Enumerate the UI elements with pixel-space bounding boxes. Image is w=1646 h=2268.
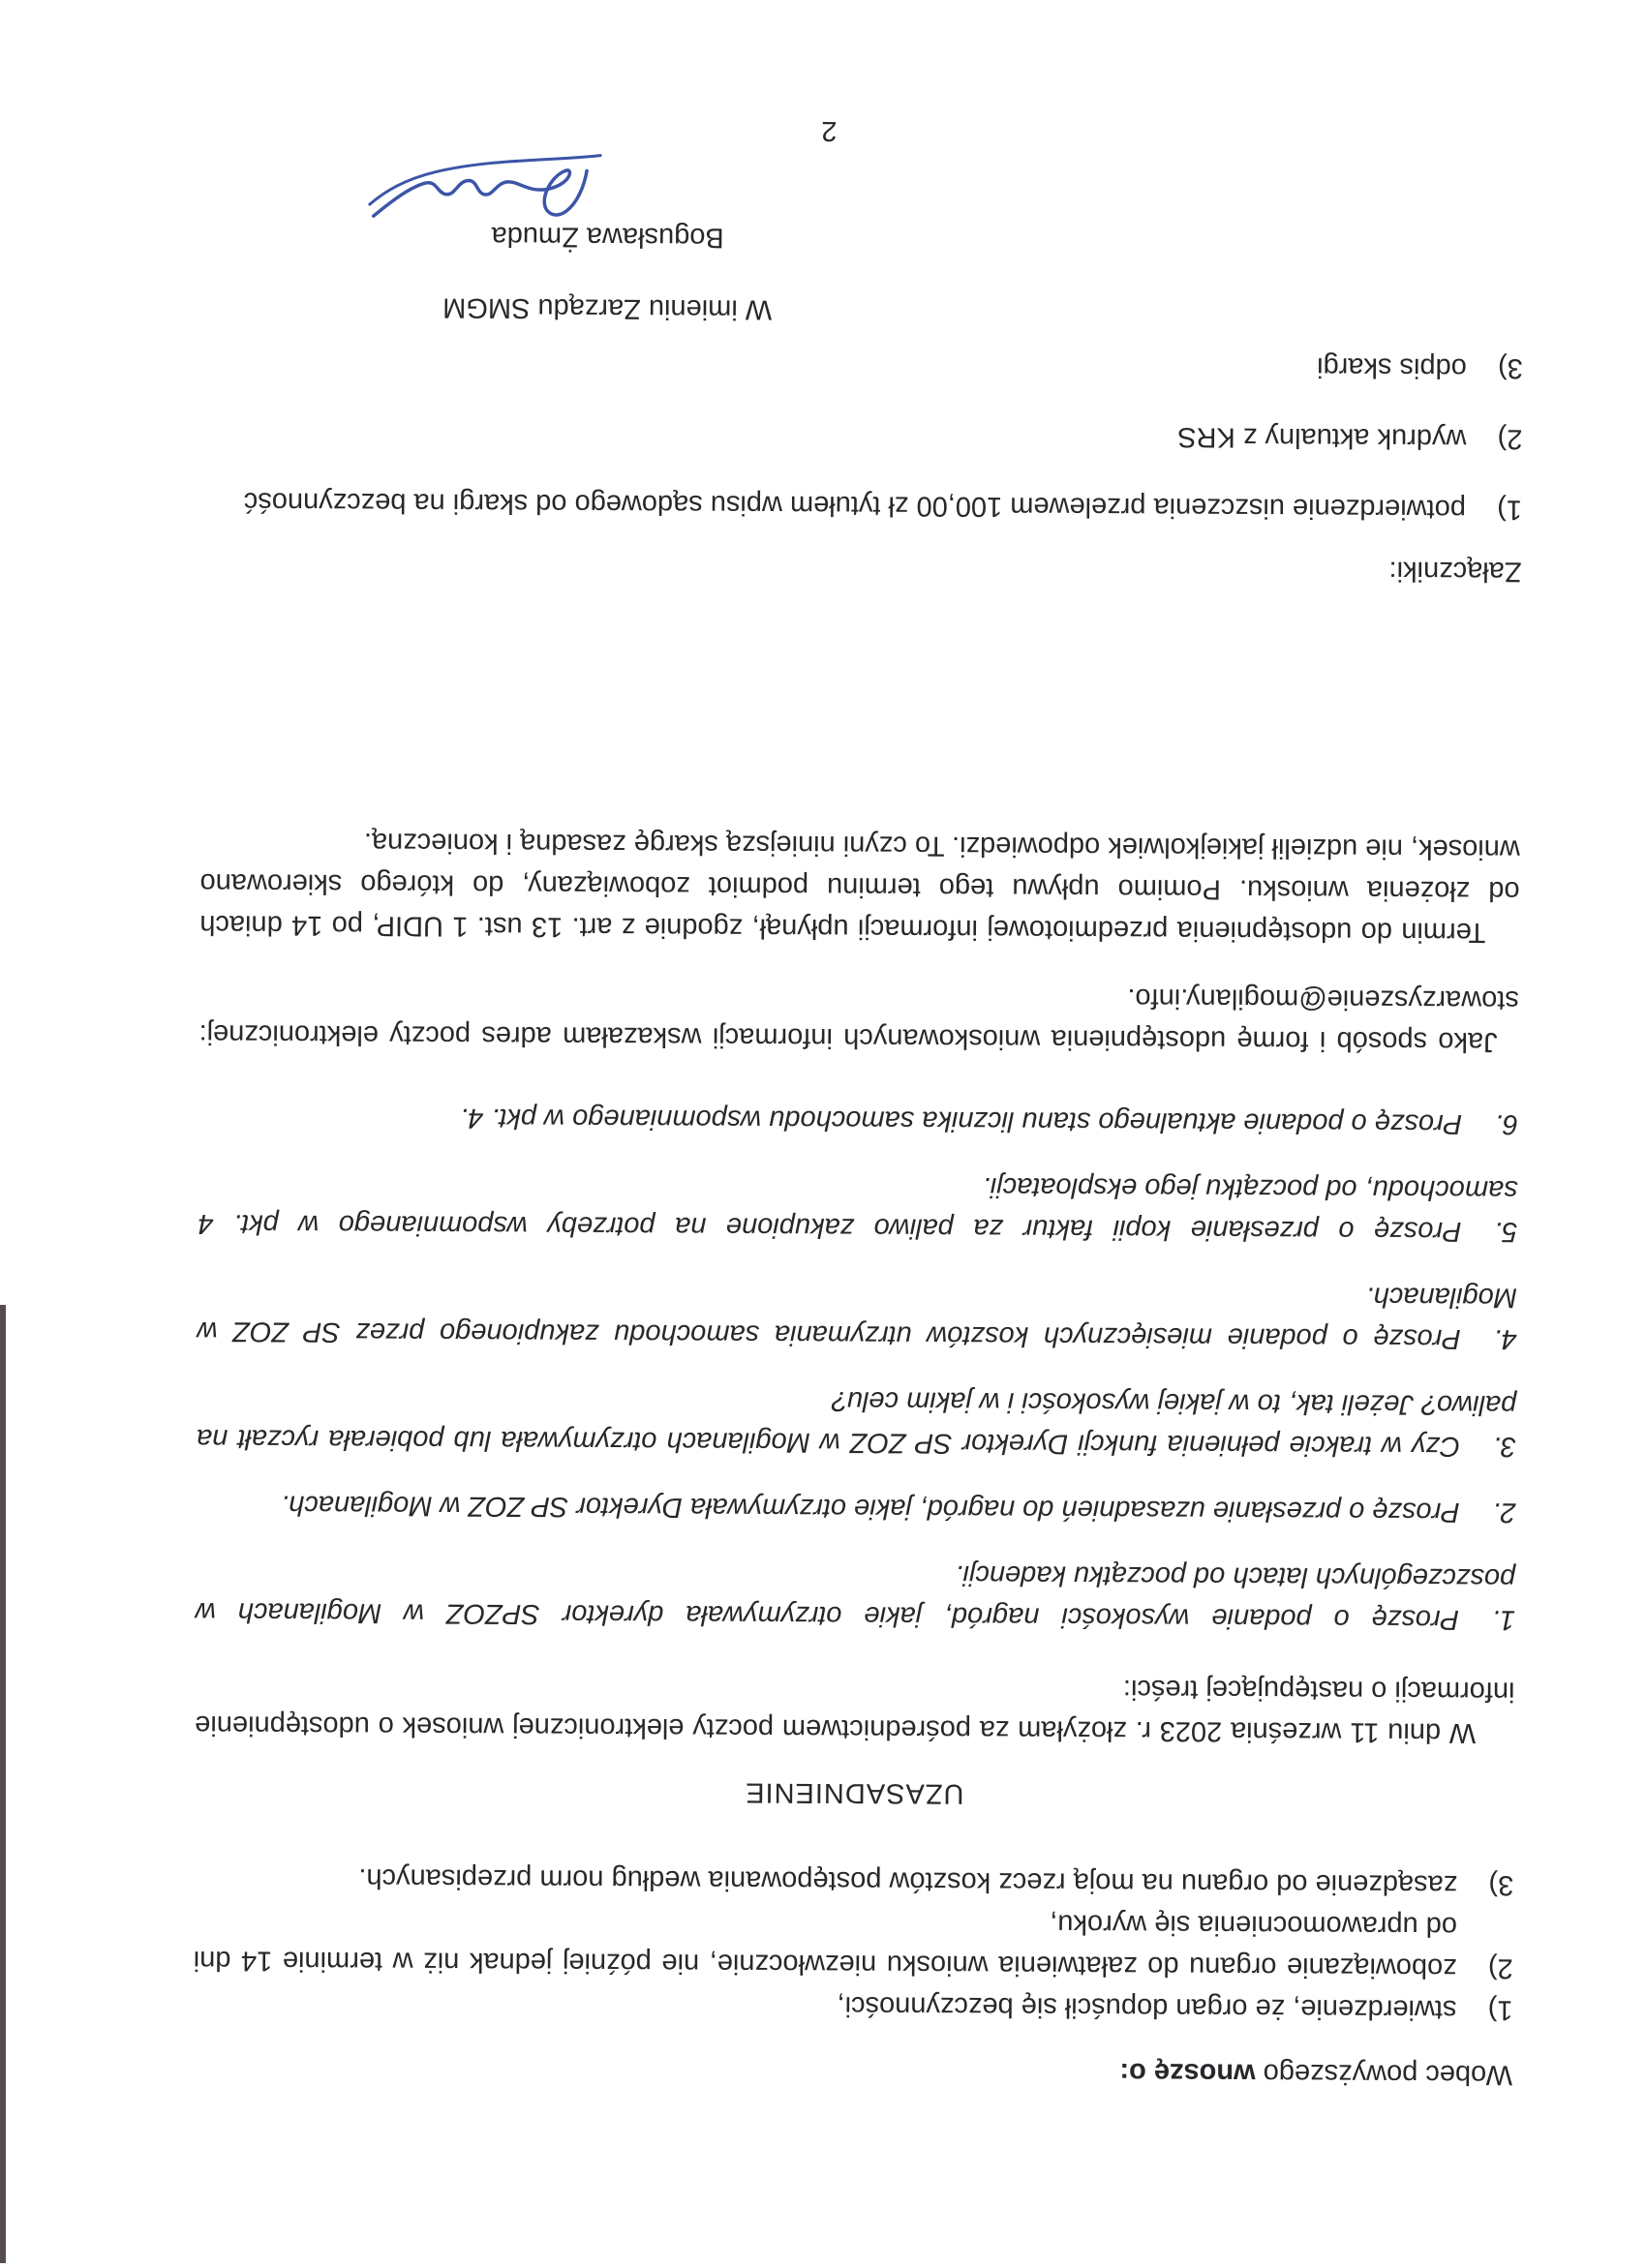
petition-item-text: zasądzenie od organu na moją rzecz kosztów postępowania według norm przepisanych. (358, 1862, 1458, 1901)
quoted-request-item (198, 1268, 1517, 1359)
attachment-item-number: 2) (1497, 423, 1523, 455)
petition-item (193, 1981, 1512, 2030)
quoted-request-item (197, 1376, 1517, 1467)
quoted-item-number: 3. (1492, 1431, 1517, 1463)
quoted-item-number: 1. (1491, 1604, 1516, 1636)
petition-item-text: zobowiązanie organu do załatwienia wniosku niezwłocznie, nie później jednak niż w terminie 14 dni od uprawomocnienia się wyroku, (193, 1908, 1458, 1984)
quoted-item-number: 2. (1492, 1497, 1516, 1528)
quoted-item-text: Proszę o przesłanie kopii faktur za paliwo zakupione na potrzeby wspomnianego w pkt. 4 samochodu, od początku jego eksploatacji. (198, 1171, 1518, 1248)
petition-intro-text: Wobec powyższego (1255, 2057, 1513, 2091)
petition-intro-emphasis: wnoszę o: (1119, 2056, 1256, 2089)
quoted-item-text: Proszę o podanie aktualnego stanu licznika samochodu wspomnianego w pkt. 4. (460, 1102, 1463, 1140)
attachment-item-text: wydruk aktualny z KRS (1177, 421, 1467, 455)
delivery-paragraph: Jako sposób i formę udostępnienia wnioskowanych informacji wskazałam adres poczty elektronicznej: stowarzyszenie@mogilany.info. (198, 982, 1519, 1058)
attachment-item (202, 480, 1522, 529)
quoted-item-number: 5. (1494, 1216, 1518, 1248)
petition-item-number: 2) (1487, 1952, 1513, 1984)
petition-item-number: 1) (1487, 1994, 1513, 2026)
handwritten-signature (364, 142, 607, 233)
attachment-item-number: 3) (1497, 352, 1523, 384)
deadline-paragraph: Termin do udostępnienia przedmiotowej informacji upłynął, zgodnie z art. 13 ust. 1 UDIP, po 14 dniach od złożenia wniosku. Pomimo upływu tego terminu podmiot zobowiązany, do którego skierowano wniosek, nie udzielił jakiejkolwiek odpowiedzi. To czyni niniejszą skargę zasadną i konieczną. (199, 827, 1520, 949)
petition-item-number: 3) (1488, 1869, 1514, 1901)
petition-intro-line (193, 2045, 1512, 2095)
petition-item-text: stwierdzenie, że organ dopuścił się bezczynności, (837, 1990, 1457, 2026)
petition-list (193, 1856, 1513, 2030)
quoted-item-text: Proszę o podanie miesięcznych kosztów utrzymania samochodu zakupionego przez SP ZOZ w Mogilanach. (197, 1281, 1518, 1355)
quoted-item-text: Czy w trakcie pełnienia funkcji Dyrektor SP ZOZ w Mogilanach otrzymywała lub pobierała ryczałt na paliwo? Jeżeli tak, to w jakiej wysokości i w jakim celu? (196, 1385, 1517, 1463)
quoted-request-item (196, 1549, 1515, 1640)
attachment-item (202, 409, 1522, 459)
attachment-item (203, 339, 1523, 388)
quoted-item-number: 6. (1494, 1108, 1519, 1140)
quoted-request-item (197, 1483, 1516, 1532)
attachments-label: Załączniki: (1388, 555, 1522, 588)
attachment-item-number: 1) (1497, 494, 1523, 526)
justification-heading: UZASADNIENIE (745, 1776, 964, 1809)
attachment-item-text: odpis skargi (1316, 351, 1467, 384)
quoted-item-text: Proszę o przesłanie uzasadnień do nagród, jakie otrzymywała Dyrektor SP ZOZ w Mogilanach. (281, 1489, 1460, 1528)
attachment-item-text: potwierdzenie uiszczenia przelewem 100,00 zł tytułem wpisu sądowego od skargi na bezczynność (243, 486, 1467, 526)
scanner-edge-artifact (0, 1305, 6, 2263)
signature-on-behalf: W imieniu Zarządu SMGM (442, 291, 773, 325)
quoted-request-item (198, 1095, 1518, 1144)
request-intro-paragraph: W dniu 11 września 2023 r. złożyłam za pośrednictwem poczty elektronicznej wniosek o udostępnienie informacji o następującej treści: (195, 1673, 1515, 1749)
signatory-name: Bogusława Żmuda (491, 220, 724, 254)
quoted-item-text: Proszę o podanie wysokości nagród, jakie otrzymywała dyrektor SPZOZ w Mogilanach w poszczególnych latach od początku kadencji. (195, 1558, 1516, 1636)
petition-item (194, 1897, 1513, 1988)
quoted-request-item (198, 1161, 1517, 1252)
petition-item (194, 1856, 1513, 1905)
quoted-request-list (196, 1095, 1518, 1640)
quoted-item-number: 4. (1493, 1323, 1517, 1355)
attachments-list (202, 339, 1523, 529)
signature-stroke (374, 169, 587, 218)
attachments-section (201, 339, 1523, 591)
page-number: 2 (821, 114, 838, 147)
